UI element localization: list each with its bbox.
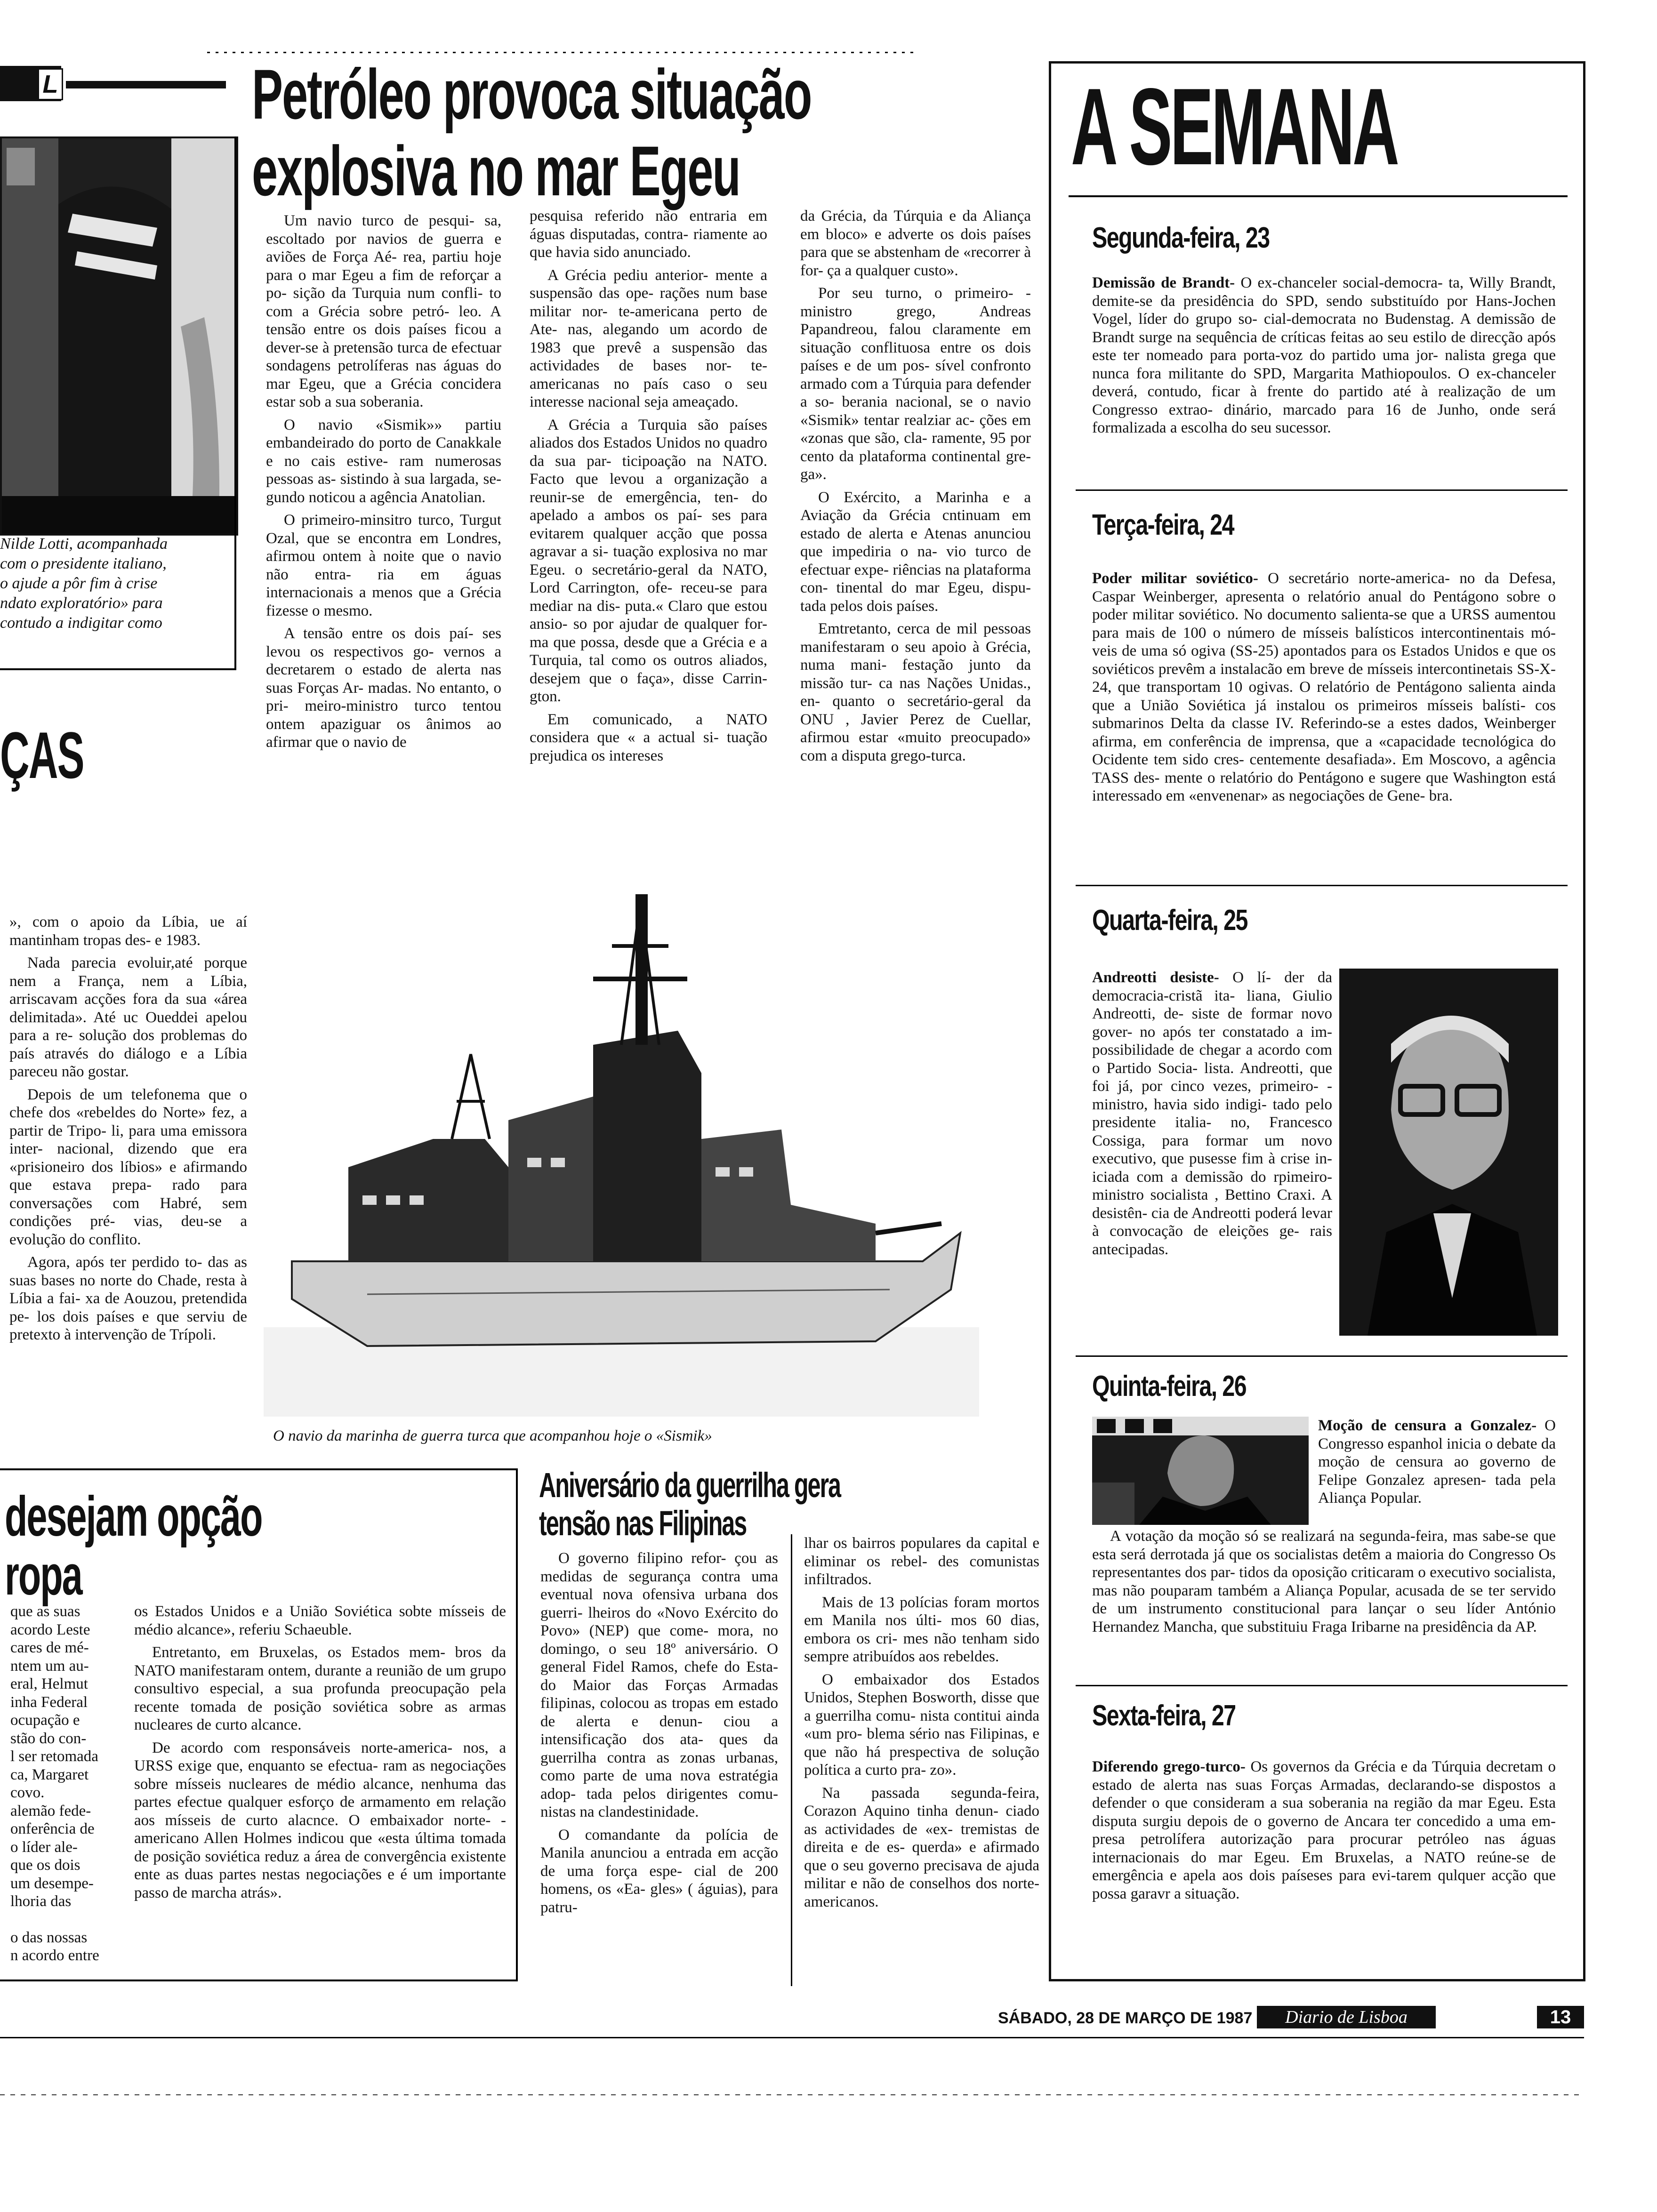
day-text-thursday: [1318, 1417, 1556, 1507]
europe-left-column: [10, 1603, 119, 1965]
paragraph: », com o apoio da Líbia, ue aí mantinham tropas des- e 1983.: [9, 914, 247, 949]
paragraph: Nada parecia evoluir,até porque nem a França, nem a Líbia, arriscavam acções fora da sua «área delimitada». Até uc Oueddei apelou para a re- solução dos problemas do país através do diálogo e a Líbia pareceu não gostar.: [9, 954, 247, 1080]
paragraph: Na passada segunda-feira, Corazon Aquino tinha denun- ciado as actividades de «ex- tremistas de direita e de es- querda» e afirmado que o seu governo precisava de ajuda militar e não de conselhos dos norte-americanos.: [804, 1784, 1039, 1910]
caption-line: ndato exploratório» para: [0, 594, 163, 612]
paragraph: A Grécia a Turquia são países aliados dos Estados Unidos no quadro da sua par- ticipoação na NATO. Facto que levou a organização a reunir-se de emergência, ten- do apelado a ambos os paí- ses para evitarem qualquer acção que possa agravar a si- tuação explosiva no mar Egeu. o secretário-geral da NATO, Lord Carrington, ofe- receu-se para mediar na dis- puta.« Claro que estou ansio- so por ajudar de qualquer for- ma que possa, desde que a Grécia e a Turquia, tal como os outros aliados, desejem que o faça», disse Carrin- gton.: [530, 416, 767, 705]
philippines-headline-line1: Aniversário da guerrilha gera: [539, 1466, 840, 1505]
text-line: alemão fede-: [10, 1802, 91, 1819]
text-line: stão do con-: [10, 1730, 87, 1747]
text-line: inha Federal: [10, 1693, 88, 1711]
philippines-column-divider: [791, 1534, 792, 1986]
europe-box-top: [0, 1468, 518, 1470]
paragraph: Mais de 13 polícias foram mortos em Manila nos últi- mos 60 dias, embora os cri- mes não tenham sido sempre atribuídos aos rebeldes.: [804, 1594, 1039, 1665]
text-line: ca, Margaret: [10, 1766, 89, 1783]
paragraph: A tensão entre os dois paí- ses levou os respectivos go- vernos a decretarem o estado de alerta nas suas Forças Ar- madas. No entanto, o pri- meiro-ministro turco tentou ontem apaziguar os ânimos ao afirmar que o navio de: [266, 625, 501, 751]
andreotti-photo: [1339, 969, 1558, 1336]
text-line: lhoria das: [10, 1893, 72, 1910]
day-text-monday: [1092, 274, 1556, 437]
day-title-wednesday: Quarta-feira, 25: [1092, 904, 1247, 937]
paragraph: Entretanto, em Bruxelas, os Estados mem- bros da NATO manifestaram ontem, durante a reunião de um grupo consultivo especial, a sua profunda preocupação pela recente tomada de posição soviética sobre as armas nucleares de curto alcance.: [134, 1644, 506, 1733]
andreotti-photo-graphic: [1339, 969, 1558, 1336]
main-article-col1: [266, 212, 501, 756]
footer-rule: [0, 2037, 1584, 2038]
footer-masthead: Diario de Lisboa: [1257, 2006, 1436, 2028]
text-line: cares de mé-: [10, 1639, 89, 1656]
paragraph: da Grécia, da Túrquia e da Aliança em bloco» e adverte os dois países para que se abstenham de «recorrer à for- ça a qualquer custo».: [800, 208, 1031, 279]
day-divider: [1076, 885, 1568, 886]
europe-right-column: [134, 1603, 506, 1907]
day-title-tuesday: Terça-feira, 24: [1092, 509, 1234, 541]
day-text-friday: [1092, 1758, 1556, 1903]
paragraph: O navio «Sismik»» partiu embandeirado do porto de Canakkale e no cais estive- ram numerosas pessoas as- sistindo à sua largada, se- gundo noticou a agência Anatolian.: [266, 416, 501, 506]
europe-headline-line2: ropa: [5, 1544, 82, 1607]
text-line: o das nossas: [10, 1929, 88, 1946]
day-lead: Moção de censura a Gonzalez-: [1318, 1417, 1537, 1434]
left-section-heading: ÇAS: [0, 718, 84, 792]
day-lead: Demissão de Brandt-: [1092, 274, 1235, 291]
text-line: acordo Leste: [10, 1621, 90, 1638]
section-tab-bar: [66, 81, 226, 88]
day-body: Os governos da Grécia e da Túrquia decretam o estado de alerta nas suas Forças Armadas, declarando-se dispostos a defender o que consideram a sua soberania na região da mar Egeu. Esta disputa surgiu depois de o governo de Ancara ter concedido a uma em-presa petrolífera autorização para procurar petróleo nas águas internacionais do mar Egeu. Em Bruxelas, a NATO reúne-se de emergência e apela aos dois paíseses para evi-tarem qulquer acção que possa garavr a situação.: [1092, 1758, 1556, 1902]
paragraph: O primeiro-minsitro turco, Turgut Ozal, que se encontra em Londres, afirmou ontem à noite que o navio não entra- ria em águas internacionais a menos que a Grécia fizesse o mesmo.: [266, 512, 501, 619]
philippines-col2: [804, 1534, 1039, 1915]
text-line: ocupação e: [10, 1712, 80, 1729]
philippines-headline-line2: tensão nas Filipinas: [539, 1504, 747, 1543]
day-text-tuesday: [1092, 569, 1556, 805]
portrait-caption: [0, 534, 231, 633]
day-lead: Andreotti desiste-: [1092, 969, 1219, 986]
text-line: n acordo entre: [10, 1947, 99, 1964]
caption-line: Nilde Lotti, acompanhada: [0, 535, 168, 553]
footer-date: SÁBADO, 28 DE MARÇO DE 1987: [998, 2009, 1253, 2027]
main-article-col2: [530, 207, 767, 769]
footer-page-number: 13: [1537, 2006, 1584, 2028]
text-line: que os dois: [10, 1857, 80, 1874]
europe-box-bottom: [0, 1980, 518, 1981]
text-line: onferência de: [10, 1820, 95, 1837]
caption-line: o ajude a pôr fim à crise: [0, 575, 158, 592]
caption-box-bottom-rule: [0, 668, 236, 670]
day-lead: Poder militar soviético-: [1092, 570, 1258, 587]
day-body: O Congresso espanhol inicia o debate da moção de censura ao governo de Felipe Gonzalez apresen- tada pela Aliança Popular.: [1318, 1417, 1556, 1507]
day-title-thursday: Quinta-feira, 26: [1092, 1370, 1247, 1403]
portrait-photo-guard: [0, 136, 238, 536]
day-title-friday: Sexta-feira, 27: [1092, 1699, 1236, 1732]
day-body: O lí- der da democracia-cristã ita- liana, Giulio Andreotti, de- siste de formar novo gover- no após ter constatado a im- possibilidade de chegar a acordo com o Partido Socia- lista. Andreotti, que foi já, por cinco vezes, primeiro- -ministro, havia sido indigi- tado pelo presidente italia- no, Francesco Cossiga, para formar um novo executivo, que pusesse fim à crise in- iciada com a demissão do rpimeiro-ministro socialista , Bettino Craxi. A desistên- cia de Andreotti poderá levar à convocação de eleições ge- rais antecipadas.: [1092, 969, 1332, 1258]
paragraph: Em comunicado, a NATO considera que « a actual si- tuação prejudica os intereses: [530, 711, 767, 764]
text-line: l ser retomada: [10, 1748, 98, 1765]
text-line: que as suas: [10, 1603, 80, 1620]
paragraph: De acordo com responsáveis norte-america- nos, a URSS exige que, enquanto se efectua- ram as negociações sobre mísseis nucleares de médio alcance, nenhuma das partes efectue qualquer esforço de armamento em relação aos mísseis de curto alacnce. O embaixador norte- -americano Allen Holmes indicou que «esta última tomada de posição soviética reduz a área de convergência existente ente as duas partes nestas negociações e é um importante passo de marcha atrás».: [134, 1739, 506, 1901]
text-line: o líder ale-: [10, 1838, 78, 1856]
day-lead: Diferendo grego-turco-: [1092, 1758, 1246, 1775]
text-line: eral, Helmut: [10, 1675, 88, 1692]
section-tab-label: L: [38, 68, 63, 100]
caption-line: com o presidente italiano,: [0, 555, 167, 572]
paragraph: os Estados Unidos e a União Soviética sobte mísseis de médio alcance», referiu Schaeuble.: [134, 1603, 506, 1638]
caption-box-right-rule: [234, 136, 236, 668]
semana-title-rule: [1069, 195, 1568, 197]
main-headline-line2: explosiva no mar Egeu: [252, 131, 740, 210]
day-divider: [1076, 1355, 1568, 1357]
europe-box-right: [516, 1468, 518, 1981]
text-line: covo.: [10, 1784, 45, 1801]
paragraph: A Grécia pediu anterior- mente a suspensão das ope- rações num base militar nor- te-americana perto de Ate- nas, alegando um acordo de 1983 que prevê a suspensão das actividades de bases nor- te-americanas no país caso o seu interesse nacional seja ameaçado.: [530, 266, 767, 410]
paragraph: O governo filipino refor- çou as medidas de segurança contra uma eventual nova ofensiva urbana dos guerri- lheiros do «Novo Exército do Povo» (NEP) que come- mora, no domingo, o seu 18º aniversário. O general Fidel Ramos, chefe do Esta- do Maior das Forças Armadas filipinas, colocou as tropas em estado de alerta e denun- ciou a intensificação dos ata- ques da guerrilha contra as zonas urbanas, como parte de uma nova estratégia adop- tada pelos dirigentes comu- nistas na clandestinidade.: [540, 1550, 778, 1820]
paragraph: Depois de um telefonema que o chefe dos «rebeldes do Norte» fez, a partir de Tripo- li, para uma emissora inter- nacional, dizendo que era «prisioneiro dos líbios» e afirmando que estava prepa- rado para conversações com Habré, sem condições pré- vias, deu-se a evolução do conflito.: [9, 1086, 247, 1248]
text-line: um desempe-: [10, 1875, 94, 1892]
day-divider: [1076, 1685, 1568, 1686]
day-text-thursday-cont: A votação da moção só se realizará na segunda-feira, mas sabe-se que esta será derrotada já que os socialistas detêm a maioria do Congresso Os representantes dos par- tidos da oposição criticaram o executivo socialista, mas não pouparam também a Aliança Popular, acusada de se ter servido de um instrumento constitucional para lançar o seu líder António Hernandez Mancha, que substituiu Fraga Iribarne na presidência da AP.: [1092, 1528, 1556, 1635]
day-divider: [1076, 489, 1568, 491]
paragraph: Emtretanto, cerca de mil pessoas manifestaram o seu apoio à Grécia, numa mani- festação junto da missão tur- ca nas Nações Unidas., en- quanto o secretário-geral da ONU , Javier Perez de Cuellar, afirmou estar «muito preocupado» com a disputa grego-turca.: [800, 620, 1031, 764]
europe-headline-line1: desejam opção: [5, 1485, 262, 1548]
paragraph: Por seu turno, o primeiro- -ministro grego, Andreas Papandreou, falou claramente em situação conflituosa entre os dois países e de um pos- sível confronto armado com a Túrquia para defender a so- berania nacional, se o navio «Sismik» tentar realziar ac- ções em «zonas que são, cla- ramente, 95 por cento da plataforma continental gre- ga».: [800, 285, 1031, 483]
paragraph: lhar os bairros populares da capital e eliminar os rebel- des comunistas infiltrados.: [804, 1535, 1039, 1588]
warship-graphic: [264, 875, 979, 1417]
caption-line: contudo a indigitar como: [0, 614, 162, 632]
text-line: ntem um au-: [10, 1657, 89, 1675]
paragraph: pesquisa referido não entraria em águas disputadas, contra- riamente ao que havia sido anunciado.: [530, 208, 767, 261]
day-text-wednesday: [1092, 969, 1332, 1258]
main-headline-line1: Petróleo provoca situação: [252, 55, 812, 134]
semana-title: A SEMANA: [1071, 66, 1398, 188]
philippines-col1: [540, 1549, 778, 1921]
day-body: O secretário norte-america- no da Defesa, Caspar Weinberger, apresenta o relatório anual do Pentágono sobre o poder militar soviético. No documento salienta-se que a URSS aumentou para mais de 100 o número de mísseis balísticos intercontinentais mó- veis de uma só ogiva (SS-25) apontados para os Estados Unidos e que os soviéticos prevêm a instalacão em breve de mísseis intercontinetais SS-X-24, que transportam 10 ogivas. O relatório de Pentágono salienta ainda que a União Soviética já instalou os primeiros mísseis balísti- cos submarinos Delta da classe IV. Referindo-se a estes dados, Weinberger afirma, em conferência de imprensa, que a «capacidade tecnológica do Ocidente tem sido cres- centemente desafiada». Em Moscovo, a agência TASS des- mente o relatório do Pentágono e sugere que Washington está interessado em «envenenar» as negociações de Gene- bra.: [1092, 570, 1556, 804]
paragraph: O comandante da polícia de Manila anunciou a entrada em acção de uma força espe- cial de 200 homens, os «Ea- gles» ( águias), para patru-: [540, 1826, 778, 1916]
day-title-monday: Segunda-feira, 23: [1092, 222, 1270, 254]
warship-caption: O navio da marinha de guerra turca que acompanhou hoje o «Sismik»: [273, 1427, 712, 1444]
gonzalez-photo-graphic: [1092, 1417, 1309, 1525]
paragraph: Agora, após ter perdido to- das as suas bases no norte do Chade, resta à Líbia a fai- xa de Aouzou, pretendida pe- los dois países e que serviu de pretexto à intervenção de Trípoli.: [9, 1254, 247, 1343]
paragraph: Um navio turco de pesqui- sa, escoltado por navios de guerra e aviões de Força Aé- rea, partiu hoje para o mar Egeu a fim de reforçar a po- sição da Turquia num confli- to com a Grécia sobre petró- leo. A tensão entre os dois países ficou a dever-se à pretensão turca de efectuar sondagens petrolíferas nas águas do mar Egeu, que a Grécia concidera estar sob a sua soberania.: [266, 212, 501, 410]
paragraph: O embaixador dos Estados Unidos, Stephen Bosworth, disse que a guerrilha comu- nista contitui ainda «um pro- blema sério nas Filipinas, e que não há prespectiva de solução política a curto pra- zo».: [804, 1671, 1039, 1779]
guard-photo-graphic: [2, 138, 236, 534]
warship-photo: [264, 875, 979, 1417]
day-body: O ex-chanceler social-democra- ta, Willy Brandt, demite-se da presidência do SPD, sendo substituído por Hans-Jochen Vogel, líder do grupo so- cial-democrata no Budenstag. A demissão de Brandt surge na sequência de críticas feitas ao seu estilo de direcção após este ter nomeado para porta-voz do partido uma jor- nalista grega que nunca fora militante do SPD, Margarita Mathiopoulos. O ex-chanceler deverá, contudo, ficar à frente do partido até à realização de um Congresso extrao- dinário, marcado para 16 de Junho, onde será formalizada a escolha do seu sucessor.: [1092, 274, 1556, 436]
left-article-column: [9, 913, 247, 1349]
bottom-dashed-rule: [0, 2094, 1584, 2095]
paragraph: O Exército, a Marinha e a Aviação da Grécia cntinuam em estado de alerta e Atenas anunciou que impediria o na- vio turco de efectuar expe- riências na plataforma con- tinental do mar Egeu, dispu- tada pelos dois países.: [800, 489, 1031, 615]
gonzalez-photo: [1092, 1417, 1309, 1525]
main-article-col3: [800, 207, 1031, 769]
text-line: [10, 1911, 119, 1929]
top-dotted-rule: [207, 52, 913, 53]
